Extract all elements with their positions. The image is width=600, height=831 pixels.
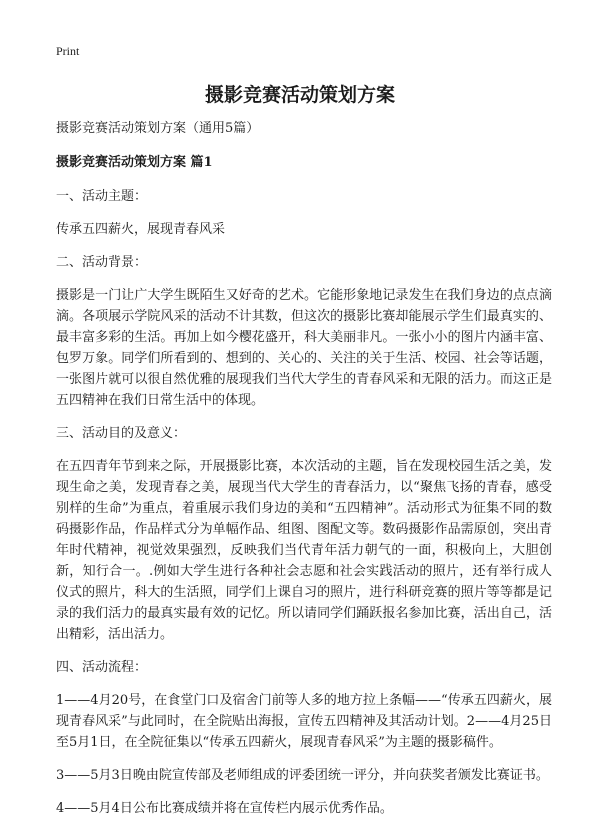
document-body xyxy=(56,118,552,831)
process-step: 3——5月3日晚由院宣传部及老师组成的评委团统一评分，并向获奖者颁发比赛证书。 xyxy=(56,768,549,783)
process-heading: 四、活动流程： xyxy=(56,660,148,675)
intro-text: 摄影竞赛活动策划方案（通用5篇） xyxy=(56,121,260,136)
page-title: 摄影竞赛活动策划方案 xyxy=(204,84,395,106)
process-step: 1——4月20号，在食堂门口及宿舍门前等人多的地方拉上条幅——“传承五四薪火，展现青春风采”与此同时，在全院贴出海报，宣传五四精神及其活动计划。2——4月25日至5月1日，在全院征集以“传承五四薪火，展现青春风采”为主题的摄影稿件。 xyxy=(56,693,552,750)
background-heading: 二、活动背景： xyxy=(56,255,148,270)
theme-text: 传承五四薪火，展现青春风采 xyxy=(56,222,226,237)
process-step: 4——5月4日公布比赛成绩并将在宣传栏内展示优秀作品。 xyxy=(56,801,393,816)
print-link[interactable]: Print xyxy=(56,44,80,58)
section-heading: 摄影竞赛活动策划方案 篇1 xyxy=(56,155,213,170)
purpose-text: 在五四青年节到来之际，开展摄影比赛，本次活动的主题，旨在发现校园生活之美，发现生命之美，发现青春之美，展现当代大学生的青春活力，以“聚焦飞扬的青春，感受别样的生命”为重点，着重展示我们身边的美和“五四精神”。活动形式为征集不同的数码摄影作品，作品样式分为单幅作品、组图、图配文等。数码摄影作品需原创，突出青年时代精神，视觉效果强烈，反映我们当代青年活力朝气的一面，积极向上，大胆创新，知行合一。.例如大学生进行各种社会志愿和社会实践活动的照片，还有举行成人仪式的照片，科大的生活照，同学们上课自习的照片，进行科研竞赛的照片等等都是记录的我们活力的最真实最有效的记忆。所以请同学们踊跃报名参加比赛，活出自己，活出精彩，活出活力。 xyxy=(56,459,552,642)
purpose-heading: 三、活动目的及意义： xyxy=(56,426,187,441)
theme-heading: 一、活动主题： xyxy=(56,189,148,204)
background-text: 摄影是一门让广大学生既陌生又好奇的艺术。它能形象地记录发生在我们身边的点点滴滴。各项展示学院风采的活动不计其数，但这次的摄影比赛却能展示学生们最真实的、最丰富多彩的生活。再加上如今樱花盛开，科大美丽非凡。一张小小的图片内涵丰富、包罗万象。同学们所看到的、想到的、关心的、关注的关于生活、校园、社会等话题，一张图片就可以很自然优雅的展现我们当代大学生的青春风采和无限的活力。而这正是五四精神在我们日常生活中的体现。 xyxy=(56,288,552,408)
